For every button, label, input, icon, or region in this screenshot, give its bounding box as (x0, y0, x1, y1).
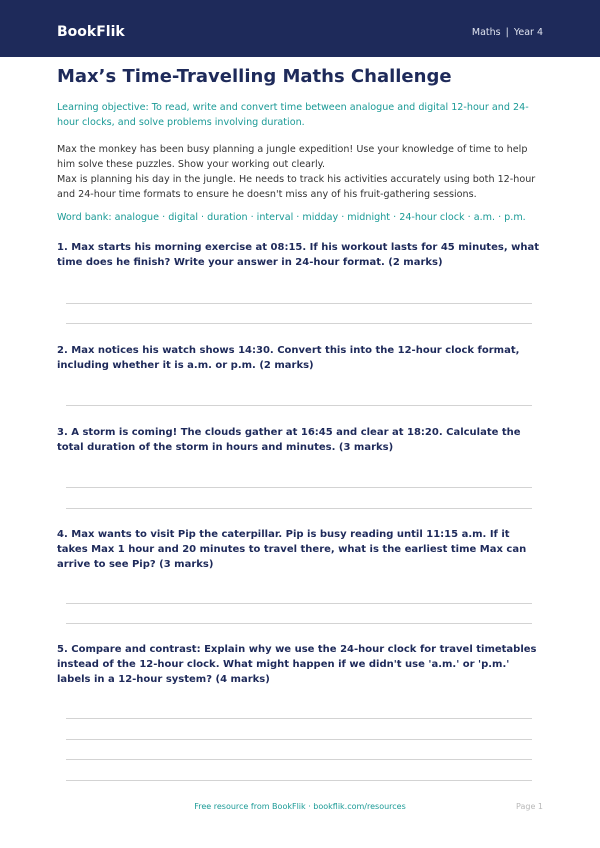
answer-line[interactable] (66, 780, 532, 781)
answer-line[interactable] (66, 718, 532, 719)
page-title: Max’s Time-Travelling Maths Challenge (57, 66, 452, 87)
header-bar (0, 0, 600, 57)
question-1: 1. Max starts his morning exercise at 08:15. If his workout lasts for 45 minutes, what time does he finish? Write your answer in 24-hour format. (2 marks) (57, 242, 539, 268)
answer-line[interactable] (66, 508, 532, 509)
question-4: 4. Max wants to visit Pip the caterpillar. Pip is busy reading until 11:15 a.m. If it takes Max 1 hour and 20 minutes to travel there, what is the earliest time Max can arrive to see Pip? (3 marks) (57, 529, 527, 570)
separator: | (505, 27, 509, 38)
answer-line[interactable] (66, 623, 532, 624)
page-number: Page 1 (516, 802, 543, 811)
answer-line[interactable] (66, 759, 532, 760)
brand-logo: BookFlik (57, 24, 125, 40)
intro-paragraph-1: Max the monkey has been busy planning a jungle expedition! Use your knowledge of time to help him solve these puzzles. Show your working out clearly. (57, 144, 528, 170)
year-label: Year 4 (513, 27, 543, 38)
answer-line[interactable] (66, 739, 532, 740)
subject-label: Maths (471, 27, 501, 38)
learning-objective: Learning objective: To read, write and convert time between analogue and digital 12-hour and 24-hour clocks, and solve problems involving duration. (57, 102, 529, 128)
subject-year-label (472, 26, 543, 40)
answer-line[interactable] (66, 323, 532, 324)
answer-line[interactable] (66, 303, 532, 304)
word-bank: Word bank: analogue · digital · duration · interval · midday · midnight · 24-hour clock · a.m. · p.m. (57, 212, 526, 223)
footer-credit: Free resource from BookFlik · bookflik.com/resources (194, 802, 406, 811)
question-2: 2. Max notices his watch shows 14:30. Convert this into the 12-hour clock format, including whether it is a.m. or p.m. (2 marks) (57, 345, 520, 371)
answer-line[interactable] (66, 487, 532, 488)
answer-line[interactable] (66, 405, 532, 406)
answer-line[interactable] (66, 603, 532, 604)
question-5: 5. Compare and contrast: Explain why we use the 24-hour clock for travel timetables instead of the 12-hour clock. What might happen if we didn't use 'a.m.' or 'p.m.' labels in a 12-hour system? (4 marks) (57, 644, 537, 685)
question-3: 3. A storm is coming! The clouds gather at 16:45 and clear at 18:20. Calculate the total duration of the storm in hours and minutes. (3 marks) (57, 427, 521, 453)
intro-paragraph-2: Max is planning his day in the jungle. He needs to track his activities accurately using both 12-hour and 24-hour time formats to ensure he doesn't miss any of his fruit-gathering sessions. (57, 174, 536, 200)
